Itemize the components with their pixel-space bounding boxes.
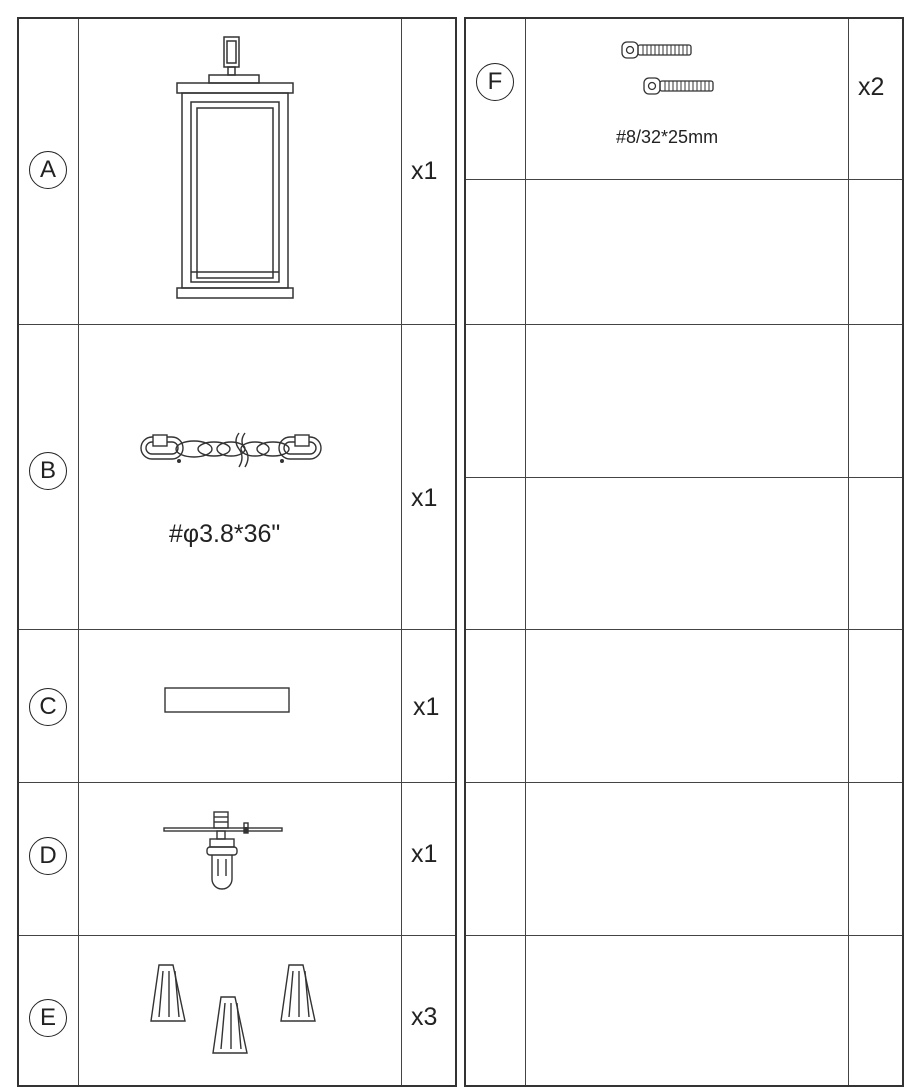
part-row-d [19, 782, 455, 935]
screw-icon [620, 41, 695, 61]
wire-connector-icon [149, 963, 194, 1028]
part-letter-a: A [29, 151, 67, 189]
chain-icon [139, 429, 324, 469]
part-row-b [19, 324, 455, 629]
row-divider [466, 782, 902, 783]
part-letter-e: E [29, 999, 67, 1037]
part-qty-e: x3 [411, 1003, 438, 1031]
mounting-bracket-icon [162, 806, 287, 891]
lantern-icon [169, 35, 299, 305]
wire-connector-icon [211, 995, 256, 1060]
part-row-a [19, 19, 455, 324]
screw-icon [642, 77, 717, 97]
part-row-f [466, 19, 902, 179]
row-divider [466, 629, 902, 630]
part-letter-f: F [476, 63, 514, 101]
parts-table-left [17, 17, 457, 1087]
part-letter-c: C [29, 688, 67, 726]
part-row-e [19, 935, 455, 1087]
row-divider [466, 477, 902, 478]
part-qty-c: x1 [413, 693, 440, 721]
row-divider [466, 324, 902, 325]
part-letter-b: B [29, 452, 67, 490]
row-divider [466, 935, 902, 936]
row-divider [466, 179, 902, 180]
part-spec-f: #8/32*25mm [616, 127, 719, 147]
part-qty-f: x2 [858, 73, 885, 101]
part-qty-d: x1 [411, 840, 438, 868]
part-qty-a: x1 [411, 157, 438, 185]
part-row-c [19, 629, 455, 782]
part-letter-d: D [29, 837, 67, 875]
part-qty-b: x1 [411, 484, 438, 512]
parts-table-right [464, 17, 904, 1087]
part-spec-b: #φ3.8*36" [169, 520, 281, 548]
wire-connector-icon [279, 963, 324, 1028]
rectangle-bar-icon [164, 687, 292, 715]
